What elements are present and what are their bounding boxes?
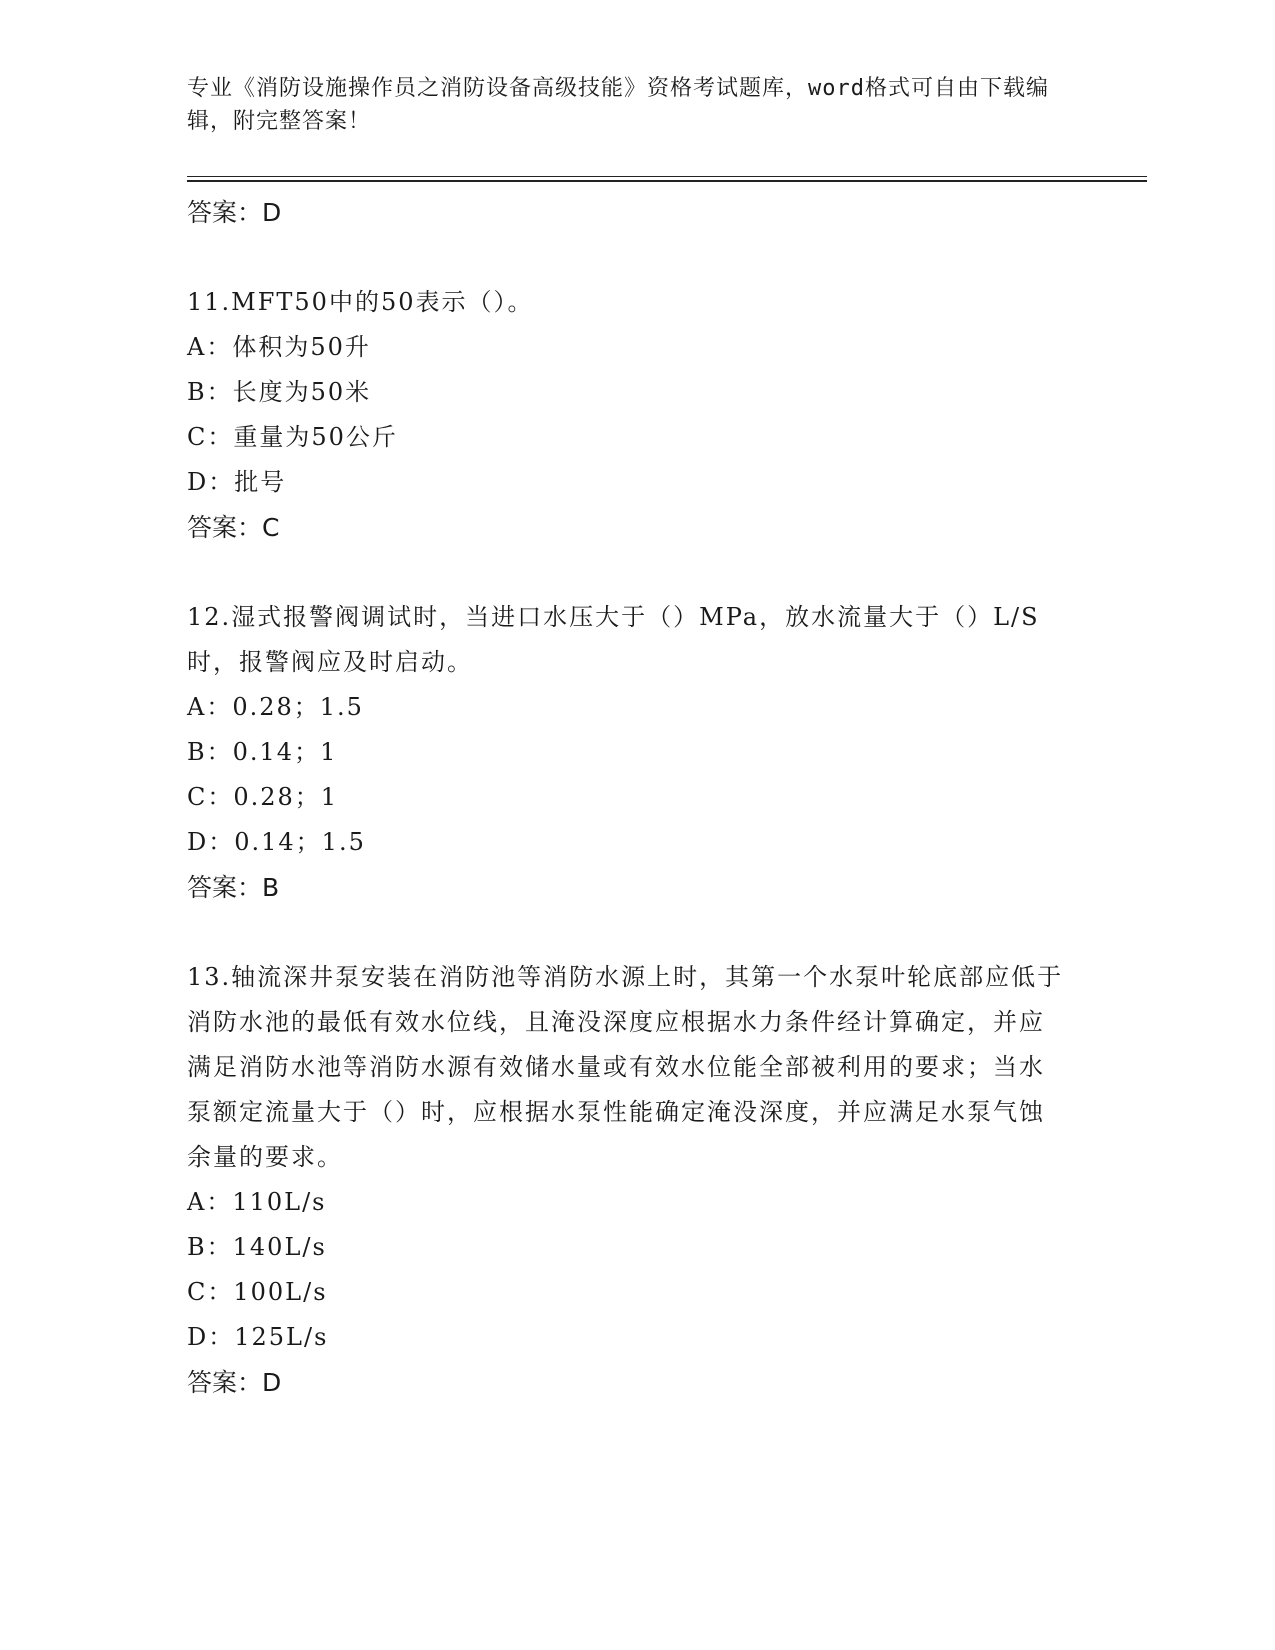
option-b: B：长度为50米	[187, 378, 372, 406]
answer-line: 答案：C	[187, 513, 280, 542]
question-12	[187, 595, 1087, 910]
answer-line: 答案：D	[187, 1368, 282, 1397]
question-stem: 13.轴流深井泵安装在消防池等消防水源上时，其第一个水泵叶轮底部应低于消防水池的最低有效水位线，且淹没深度应根据水力条件经计算确定，并应满足消防水池等消防水源有效储水量或有效水位能全部被利用的要求；当水泵额定流量大于（）时，应根据水泵性能确定淹没深度，并应满足水泵气蚀余量的要求。	[187, 963, 1064, 1171]
option-d: D：批号	[187, 468, 287, 496]
question-list	[187, 190, 1087, 1450]
option-a: A：体积为50升	[187, 333, 371, 361]
question-13	[187, 955, 1087, 1405]
option-a: A：110L/s	[187, 1188, 327, 1216]
header-divider-thin	[187, 176, 1147, 177]
option-c: C：0.28；1	[187, 783, 339, 811]
header-divider-thick	[187, 180, 1147, 182]
option-c: C：100L/s	[187, 1278, 328, 1306]
option-d: D：0.14；1.5	[187, 828, 366, 856]
previous-answer: 答案：D	[187, 198, 282, 227]
question-stem: 12.湿式报警阀调试时，当进口水压大于（）MPa，放水流量大于（）L/S时，报警阀应及时启动。	[187, 603, 1040, 676]
option-a: A：0.28；1.5	[187, 693, 364, 721]
question-stem: 11.MFT50中的50表示（）。	[187, 288, 534, 316]
option-b: B：0.14；1	[187, 738, 338, 766]
answer-line: 答案：B	[187, 873, 280, 902]
option-b: B：140L/s	[187, 1233, 327, 1261]
document-header: 专业《消防设施操作员之消防设备高级技能》资格考试题库，word格式可自由下载编辑，附完整答案！	[187, 76, 1049, 134]
question-11	[187, 280, 1087, 550]
option-d: D：125L/s	[187, 1323, 329, 1351]
option-c: C：重量为50公斤	[187, 423, 398, 451]
